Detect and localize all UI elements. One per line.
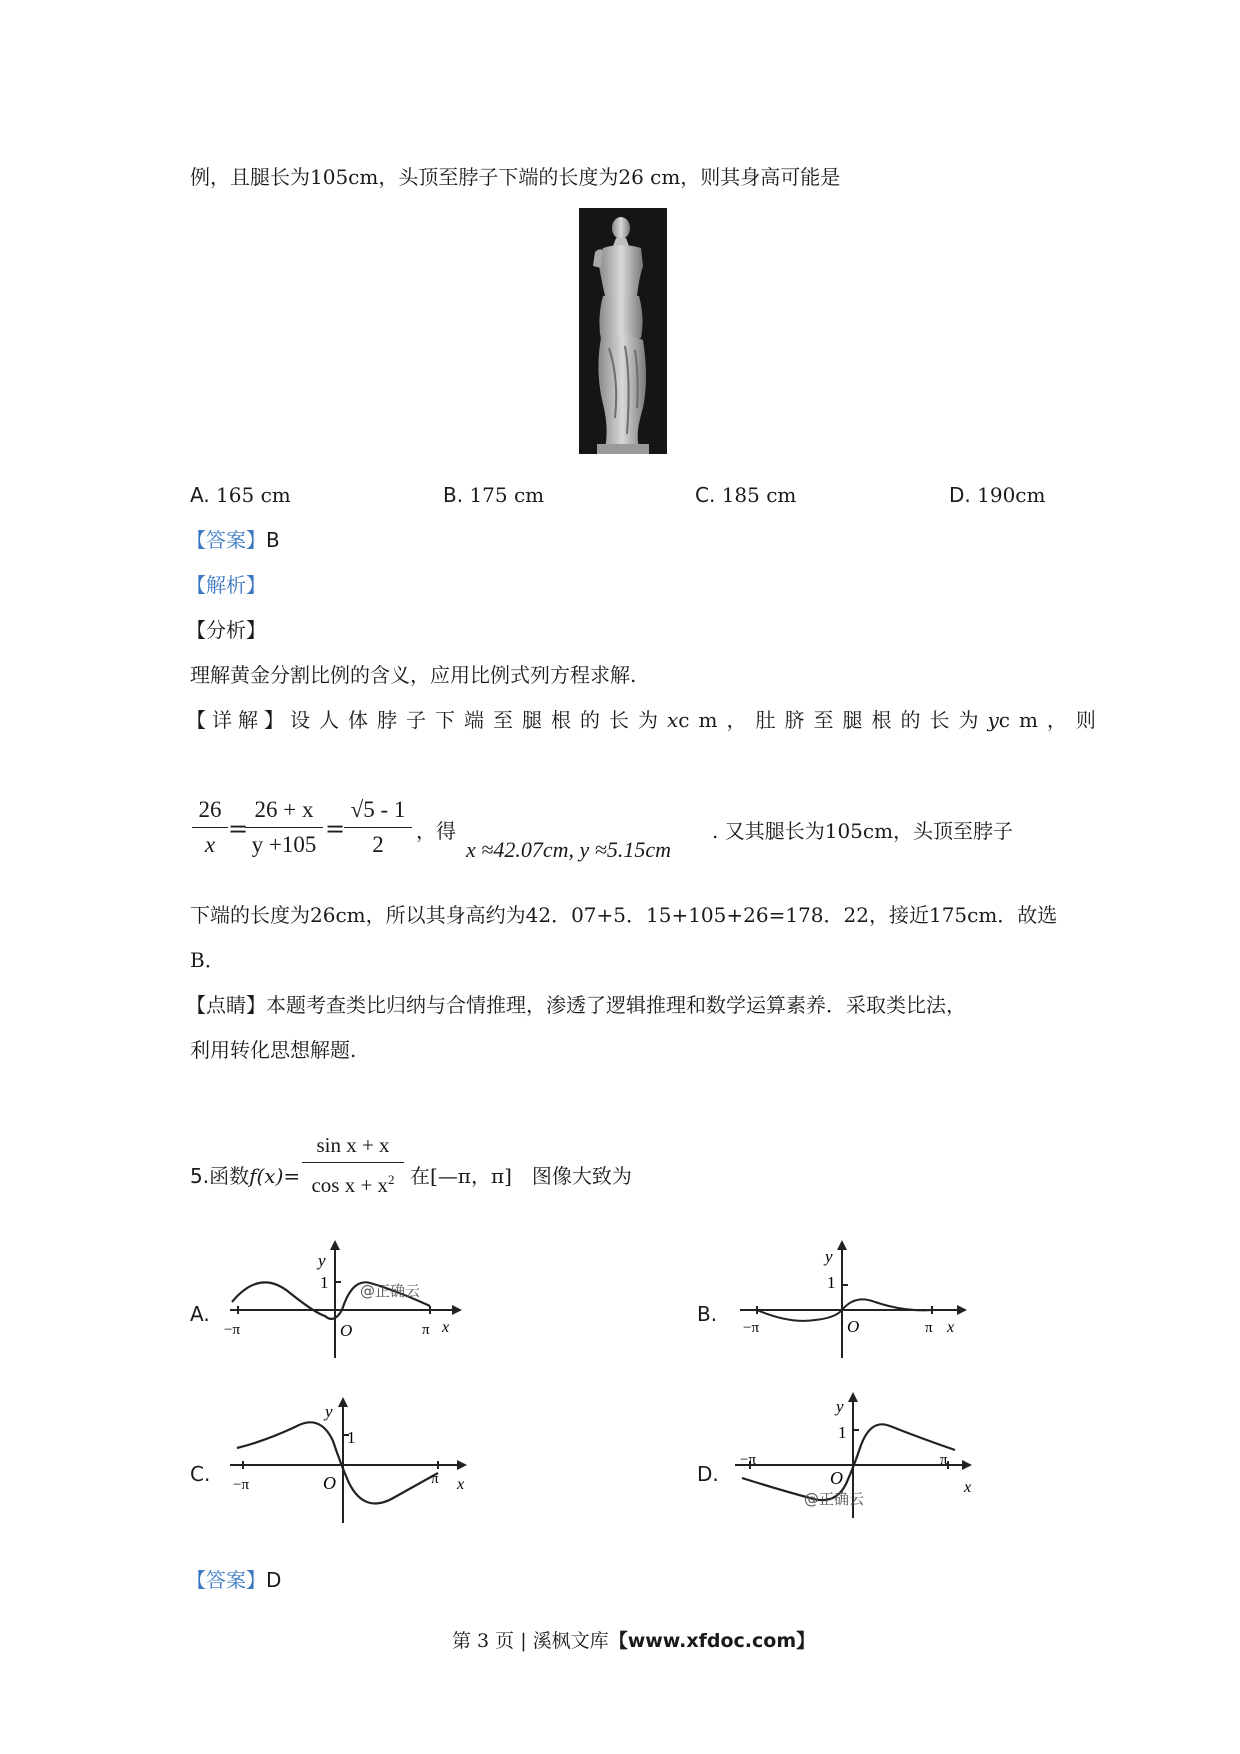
fraction-denominator: y +105 — [251, 832, 317, 857]
denominator-exponent: 2 — [388, 1172, 395, 1187]
tick-label-one: 1 — [838, 1423, 847, 1442]
tick-label-neg-pi: −π — [740, 1452, 757, 1468]
q5-stem-suffix: 在[—π，π] 图像大致为 — [410, 1164, 632, 1188]
q5-option-b-letter: B. — [697, 1302, 718, 1326]
detail-text: 设人体脖子下端至腿根的长为 — [290, 708, 667, 732]
venus-statue-image — [579, 208, 667, 454]
detail-unit-2: cm，则 — [998, 708, 1105, 732]
q5-function-fraction — [302, 1130, 404, 1200]
q4-option-a — [190, 481, 291, 509]
q4-answer — [186, 526, 280, 554]
equals-sign: = — [325, 815, 346, 843]
option-text: 165 cm — [216, 483, 291, 507]
tick-label-neg-pi: −π — [233, 1477, 250, 1493]
fraction-golden-ratio — [344, 795, 412, 860]
q4-continuation: 下端的长度为26cm，所以其身高约为42．07+5．15+105+26=178．22，接近175cm．故选 — [190, 903, 1058, 927]
option-letter: C. — [695, 483, 716, 507]
origin-label: O — [340, 1321, 353, 1340]
de-text: ，得 — [416, 819, 456, 843]
detail-unit-1: cm，肚脐至腿根的长为 — [678, 708, 988, 732]
watermark: @正确云 — [360, 1282, 421, 1300]
q5-answer — [186, 1566, 281, 1594]
option-text: 190cm — [977, 483, 1046, 507]
origin-label: O — [830, 1468, 843, 1488]
axis-x-label: x — [964, 1479, 972, 1496]
tick-label-one: 1 — [347, 1428, 356, 1447]
q5-option-c-letter: C. — [190, 1462, 211, 1486]
axis-x-label: x — [947, 1319, 955, 1336]
fraction-numerator: 26 — [198, 797, 222, 822]
q4-option-d — [949, 481, 1045, 509]
page-footer — [452, 1626, 815, 1653]
tick-label-neg-pi: −π — [743, 1320, 760, 1336]
fraction-denominator: x — [204, 832, 216, 857]
origin-label: O — [847, 1317, 860, 1336]
axis-x-label: x — [442, 1319, 450, 1336]
q4-dianjing — [186, 991, 966, 1019]
fraction-denominator: 2 — [372, 832, 384, 857]
axis-y-label: y — [318, 1251, 326, 1270]
answer-label: 【答案】 — [186, 1568, 266, 1592]
fraction-denominator — [302, 1165, 404, 1200]
fraction-numerator: sin x + x — [316, 1133, 390, 1157]
fraction-numerator: √5 - 1 — [350, 797, 406, 822]
q4-intro-text: 例，且腿长为105cm，头顶至脖子下端的长度为26 cm，则其身高可能是 — [190, 165, 841, 189]
q5-option-d-letter: D. — [697, 1462, 719, 1486]
q5-fx: f(x)= — [249, 1164, 301, 1188]
dianjing-text: 本题考查类比归纳与合情推理，渗透了逻辑推理和数学运算素养．采取类比法， — [266, 993, 966, 1017]
q4-option-c — [695, 481, 796, 509]
option-text: 185 cm — [721, 483, 797, 507]
tick-label-pi: π — [925, 1320, 933, 1336]
tick-label-pi: π — [940, 1452, 948, 1468]
option-letter: B. — [443, 483, 464, 507]
tick-label-pi: π — [431, 1471, 439, 1487]
q4-option-b — [443, 481, 544, 509]
equation-after-text: . 又其腿长为105cm，头顶至脖子 — [712, 819, 1014, 843]
q5-number: 5. — [190, 1164, 210, 1188]
option-text: 175 cm — [469, 483, 545, 507]
q5-option-a-letter: A. — [190, 1302, 210, 1326]
answer-value: D — [266, 1568, 282, 1592]
fraction-26x-over-y105 — [245, 795, 323, 860]
fraction-26-over-x — [192, 795, 228, 860]
q5-stem-prefix — [190, 1162, 300, 1190]
axis-x-label: x — [457, 1476, 465, 1493]
detail-var-x: x — [667, 708, 679, 732]
tick-label-one: 1 — [320, 1273, 329, 1292]
graph-c — [225, 1393, 475, 1523]
tick-label-one: 1 — [827, 1273, 836, 1292]
answer-label: 【答案】 — [186, 528, 266, 552]
q4-detail-line — [186, 706, 1105, 734]
q5-hanshu: 函数 — [209, 1164, 250, 1188]
answer-value: B — [266, 528, 280, 552]
q4-fenxi-text: 理解黄金分割比例的含义，应用比例式列方程求解. — [190, 663, 637, 687]
tick-label-neg-pi: −π — [224, 1322, 241, 1338]
origin-label: O — [323, 1473, 336, 1493]
q4-choose-b: B． — [190, 948, 225, 972]
tick-label-pi: π — [422, 1322, 430, 1338]
graph-d — [730, 1388, 980, 1518]
graph-b — [735, 1238, 975, 1358]
dianjing-label: 【点睛】 — [186, 993, 266, 1017]
footer-site-link[interactable]: 【www.xfdoc.com】 — [608, 1630, 816, 1652]
graph-a — [220, 1238, 460, 1358]
footer-separator: | — [520, 1630, 527, 1652]
detail-var-y: y — [987, 708, 999, 732]
denominator-text: cos x + x — [311, 1173, 389, 1197]
q4-fenxi-label: 【分析】 — [186, 618, 266, 642]
equals-sign: = — [228, 815, 249, 843]
page-number: 第 3 页 — [452, 1630, 515, 1652]
axis-y-label: y — [325, 1402, 333, 1421]
q4-analysis-label: 【解析】 — [186, 573, 266, 597]
option-letter: A. — [190, 483, 210, 507]
detail-label: 【详解】 — [186, 708, 290, 732]
option-letter: D. — [949, 483, 971, 507]
footer-brand: 溪枫文库 — [532, 1630, 609, 1652]
axis-y-label: y — [836, 1397, 844, 1416]
watermark: @正确云 — [804, 1490, 865, 1508]
approx-values: x ≈42.07cm, y ≈5.15cm — [466, 837, 671, 862]
q4-dianjing-cont: 利用转化思想解题. — [190, 1038, 357, 1062]
fraction-numerator: 26 + x — [254, 797, 314, 822]
axis-y-label: y — [825, 1247, 833, 1266]
